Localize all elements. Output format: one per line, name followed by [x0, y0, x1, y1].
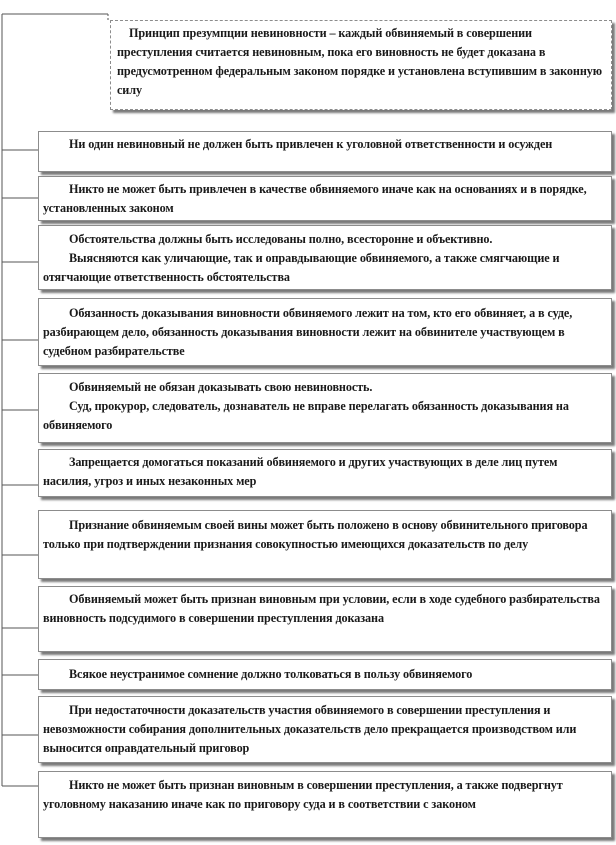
item-1-text: Ни один невиновный не должен быть привлечен к уголовной ответственности и осужден [69, 137, 553, 151]
item-box-9 [38, 659, 612, 690]
item-box-7 [38, 510, 612, 579]
item-box-3 [38, 225, 612, 290]
item-box-8 [38, 586, 612, 652]
item-box-6 [38, 449, 612, 497]
item-5-text-b: Суд, прокурор, следователь, дознаватель не вправе перелагать обязанность доказывания на обвиняемого [43, 399, 569, 432]
item-8-text: Обвиняемый может быть признан виновным при условии, если в ходе судебного разбирательства виновность подсудимого в совершении преступления доказана [43, 592, 600, 625]
item-box-10 [38, 696, 612, 763]
item-box-5 [38, 373, 612, 443]
main-principle-text: Принцип презумпции невиновности – каждый обвиняемый в совершении преступления считается невиновным, пока его виновность не будет доказана в предусмотренном федеральным законом порядке и установлена вступившим в законную силу [117, 26, 602, 97]
item-3-text-a: Обстоятельства должны быть исследованы полно, всесторонне и объективно. [69, 232, 493, 246]
item-3-text-b: Выясняются как уличающие, так и оправдывающие обвиняемого, а также смягчающие и отягчающие ответственность обстоятельства [43, 251, 560, 284]
item-5-text-a: Обвиняемый не обязан доказывать свою невиновность. [69, 380, 373, 394]
item-6-text: Запрещается домогаться показаний обвиняемого и других участвующих в деле лиц путем насилия, угроз и иных незаконных мер [43, 455, 558, 488]
main-principle-box [110, 20, 612, 110]
item-box-11 [38, 771, 612, 838]
item-11-text: Никто не может быть признан виновным в совершении преступления, а также подвергнут уголовному наказанию иначе как по приговору суда и в соответствии с законом [43, 778, 563, 811]
item-box-4 [38, 298, 612, 366]
item-4-text: Обязанность доказывания виновности обвиняемого лежит на том, кто его обвиняет, а в суде, разбирающем дело, обязанность доказывания виновности лежит на обвинителе участвующем в судебном разбирательстве [43, 306, 573, 358]
item-10-text: При недостаточности доказательств участия обвиняемого в совершении преступления и невозможности собирания дополнительных доказательств дело прекращается производством или выносится оправдательный приговор [43, 703, 577, 755]
item-9-text: Всякое неустранимое сомнение должно толковаться в пользу обвиняемого [69, 667, 473, 681]
item-box-2 [38, 176, 612, 221]
item-box-1 [38, 131, 612, 172]
item-2-text: Никто не может быть привлечен в качестве обвиняемого иначе как на основаниях и в порядке, установленных законом [43, 182, 587, 215]
item-7-text: Признание обвиняемым своей вины может быть положено в основу обвинительного приговора только при подтверждении признания совокупностью имеющихся доказательств по делу [43, 518, 588, 551]
